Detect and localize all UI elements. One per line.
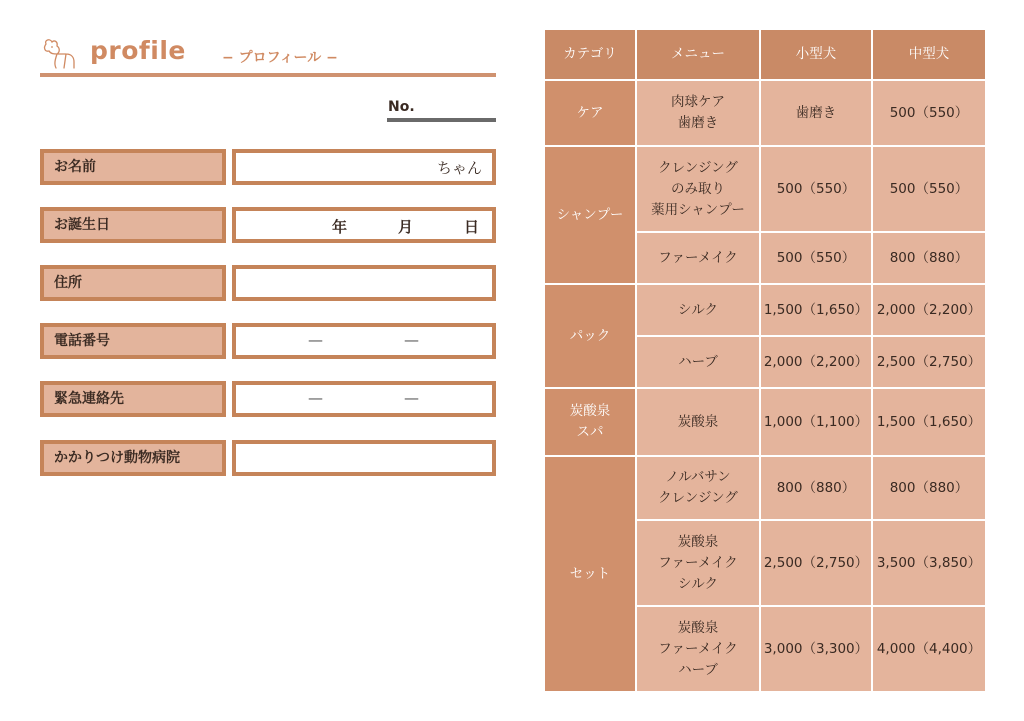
small-dog-price: 500（550） [760,232,872,284]
menu-cell: 炭酸泉 ファーメイク ハーブ [636,606,760,692]
field-label: お名前 [40,149,226,185]
medium-dog-price: 1,500（1,650） [872,388,986,456]
small-dog-price: 2,500（2,750） [760,520,872,606]
header-divider [40,73,496,77]
table-row [544,284,986,336]
page-subtitle: − プロフィール − [222,50,338,66]
small-dog-price: 1,000（1,100） [760,388,872,456]
small-dog-price: 2,000（2,200） [760,336,872,388]
price-table [543,28,987,693]
emergency-dash: — [308,389,323,407]
emergency-dash: — [404,389,419,407]
category-cell: 炭酸泉 スパ [544,388,636,456]
menu-cell: ハーブ [636,336,760,388]
phone-dash: — [308,331,323,349]
phone-dash: — [404,331,419,349]
field-label: かかりつけ動物病院 [40,440,226,476]
field-name [40,149,496,185]
column-header-medium-dog: 中型犬 [872,29,986,80]
column-header-category: カテゴリ [544,29,636,80]
field-birthday [40,207,496,243]
menu-cell: ファーメイク [636,232,760,284]
table-header-row [544,29,986,80]
dog-icon [40,38,78,70]
category-cell: パック [544,284,636,388]
menu-cell: クレンジング のみ取り 薬用シャンプー [636,146,760,232]
day-label: 日 [464,218,480,236]
small-dog-price: 3,000（3,300） [760,606,872,692]
medium-dog-price: 2,000（2,200） [872,284,986,336]
number-label: No. [388,99,415,115]
table-row [544,80,986,146]
medium-dog-price: 4,000（4,400） [872,606,986,692]
menu-cell: 炭酸泉 [636,388,760,456]
page-title: profile [90,36,186,65]
medium-dog-price: 500（550） [872,146,986,232]
medium-dog-price: 800（880） [872,232,986,284]
field-address [40,265,496,301]
field-vet-clinic [40,440,496,476]
category-cell: セット [544,456,636,692]
field-phone [40,323,496,359]
menu-cell: 肉球ケア 歯磨き [636,80,760,146]
field-label: お誕生日 [40,207,226,243]
small-dog-price: 800（880） [760,456,872,520]
name-input[interactable] [232,149,496,185]
emergency-contact-input[interactable] [232,381,496,417]
small-dog-price: 歯磨き [760,80,872,146]
field-label: 緊急連絡先 [40,381,226,417]
month-label: 月 [398,218,414,236]
phone-input[interactable] [232,323,496,359]
year-label: 年 [332,218,348,236]
category-cell: ケア [544,80,636,146]
small-dog-price: 500（550） [760,146,872,232]
field-label: 電話番号 [40,323,226,359]
medium-dog-price: 500（550） [872,80,986,146]
field-emergency-contact [40,381,496,417]
menu-cell: ノルバサン クレンジング [636,456,760,520]
table-row [544,388,986,456]
column-header-menu: メニュー [636,29,760,80]
table-row [544,456,986,520]
name-suffix: ちゃん [436,159,482,177]
vet-clinic-input[interactable] [232,440,496,476]
birthday-input[interactable] [232,207,496,243]
medium-dog-price: 800（880） [872,456,986,520]
medium-dog-price: 3,500（3,850） [872,520,986,606]
table-row [544,146,986,232]
field-label: 住所 [40,265,226,301]
small-dog-price: 1,500（1,650） [760,284,872,336]
category-cell: シャンプー [544,146,636,284]
medium-dog-price: 2,500（2,750） [872,336,986,388]
profile-header [40,34,496,80]
column-header-small-dog: 小型犬 [760,29,872,80]
menu-cell: シルク [636,284,760,336]
address-input[interactable] [232,265,496,301]
menu-cell: 炭酸泉 ファーメイク シルク [636,520,760,606]
number-underline [387,118,496,122]
